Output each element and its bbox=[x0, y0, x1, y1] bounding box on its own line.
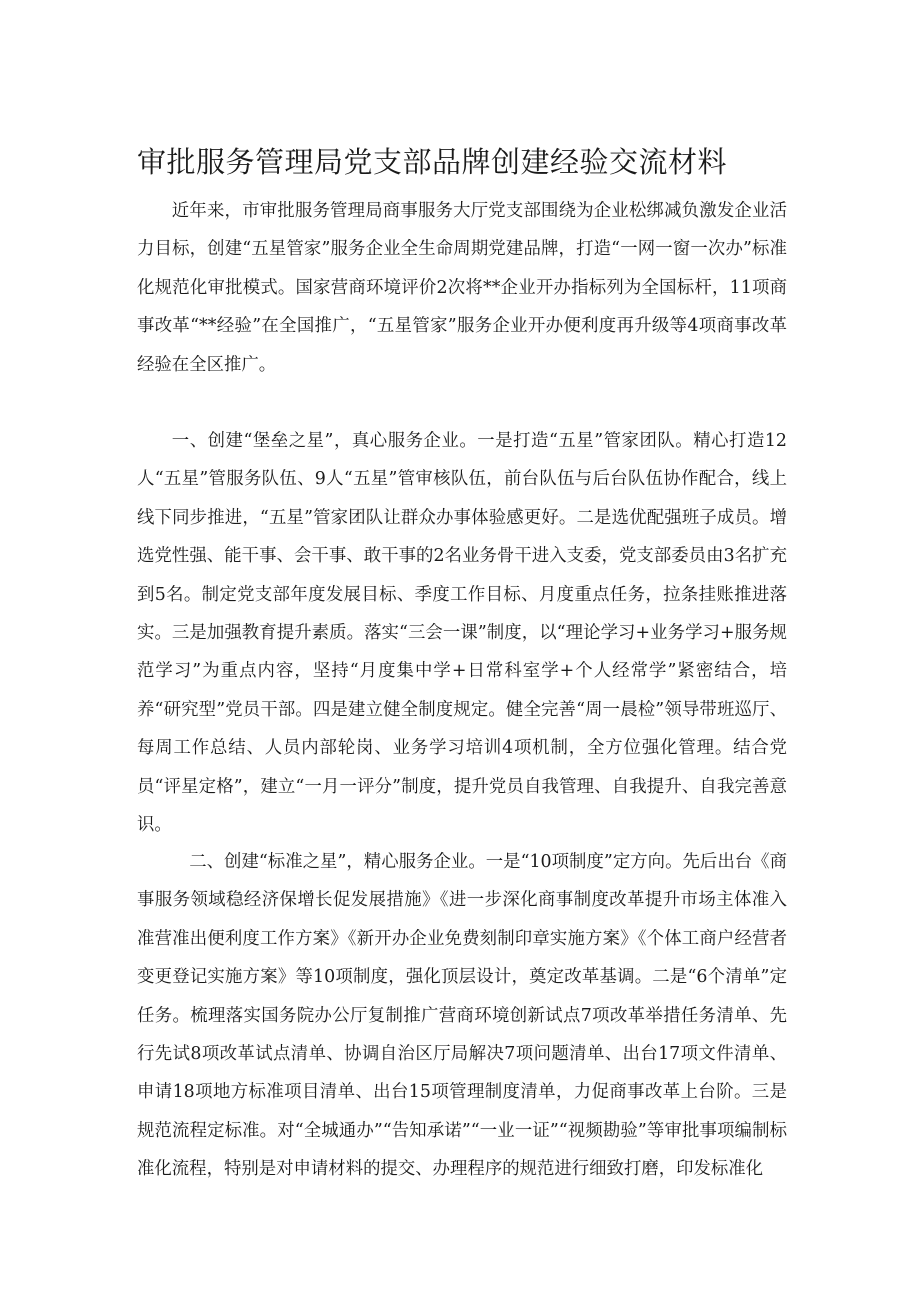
paragraph-section-2: 二、创建“标准之星”，精心服务企业。一是“10项制度”定方向。先后出台《商事服务领域稳经济保增长促发展措施》《进一步深化商事制度改革提升市场主体准入准营准出便利度工作方案》《新开办企业免费刻制印章实施方案》《个体工商户经营者变更登记实施方案》等10项制度，强化顶层设计，奠定改革基调。二是“6个清单”定任务。梳理落实国务院办公厅复制推广营商环境创新试点7项改革举措任务清单、先行先试8项改革试点清单、协调自治区厅局解决7项问题清单、出台17项文件清单、申请18项地方标准项目清单、出台15项管理制度清单，力促商事改革上台阶。三是规范流程定标准。对“全城通办”“告知承诺”“一业一证”“视频勘验”等审批事项编制标准化流程，特别是对申请材料的提交、办理程序的规范进行细致打磨，印发标准化 bbox=[137, 852, 787, 1180]
paragraph-section-1: 一、创建“堡垒之星”，真心服务企业。一是打造“五星”管家团队。精心打造12人“五星”管服务队伍、9人“五星”管审核队伍，前台队伍与后台队伍协作配合，线上线下同步推进，“五星”管家团队让群众办事体验感更好。二是选优配强班子成员。增选党性强、能干事、会干事、敢干事的2名业务骨干进入支委，党支部委员由3名扩充到5名。制定党支部年度发展目标、季度工作目标、月度重点任务，拉条挂账推进落实。三是加强教育提升素质。落实“三会一课”制度，以“理论学习+业务学习+服务规范学习”为重点内容，坚持“月度集中学+日常科室学+个人经常学”紧密结合，培养“研究型”党员干部。四是建立健全制度规定。健全完善“周一晨检”领导带班巡厅、每周工作总结、人员内部轮岗、业务学习培训4项机制，全方位强化管理。结合党员“评星定格”，建立“一月一评分”制度，提升党员自我管理、自我提升、自我完善意识。 bbox=[137, 431, 787, 836]
document-title: 审批服务管理局党支部品牌创建经验交流材料 bbox=[137, 145, 728, 179]
paragraph-intro: 近年来，市审批服务管理局商事服务大厅党支部围绕为企业松绑减负激发企业活力目标，创建“五星管家”服务企业全生命周期党建品牌，打造“一网一窗一次办”标准化规范化审批模式。国家营商环境评价2次将**企业开办指标列为全国标杆，11项商事改革“**经验”在全国推广，“五星管家”服务企业开办便利度再升级等4项商事改革经验在全区推广。 bbox=[137, 201, 787, 375]
